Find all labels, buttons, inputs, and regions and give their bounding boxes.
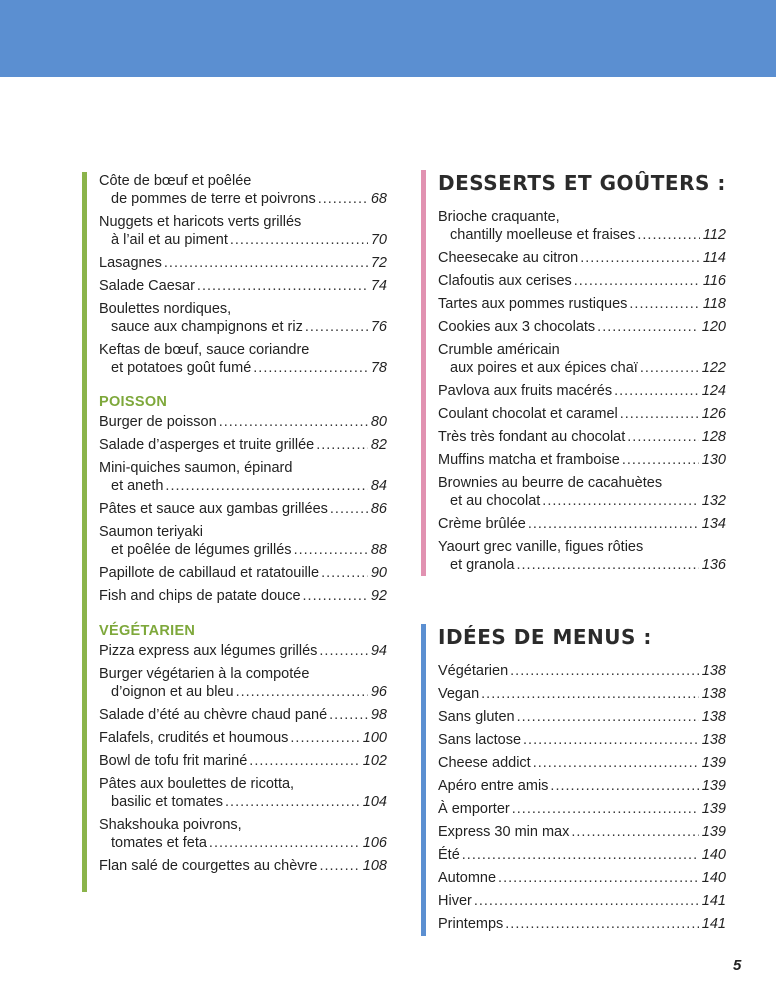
toc-entry <box>99 752 387 770</box>
toc-page-number: 102 <box>362 753 387 769</box>
toc-page-number: 82 <box>370 437 387 453</box>
toc-entry <box>438 428 726 446</box>
toc-page-number: 76 <box>370 319 387 335</box>
toc-page-number: 96 <box>370 684 387 700</box>
left-column <box>82 172 387 880</box>
dot-leader <box>550 777 698 795</box>
toc-entry <box>99 436 387 454</box>
dot-leader <box>294 541 368 559</box>
toc-page-number: 126 <box>701 406 726 422</box>
toc-leader-line <box>99 541 387 559</box>
toc-entry-text: aux poires et aux épices chaï <box>450 360 638 376</box>
toc-page-number: 72 <box>370 255 387 271</box>
toc-leader-line <box>99 254 387 272</box>
dot-leader <box>316 436 368 454</box>
toc-entry-text: Apéro entre amis <box>438 778 549 794</box>
dot-leader <box>330 500 368 518</box>
toc-entry <box>99 587 387 605</box>
toc-leader-line <box>99 359 387 377</box>
toc-entry-title: Shakshouka poivrons, <box>99 817 242 833</box>
toc-leader-line <box>99 642 387 660</box>
toc-page-number: 128 <box>701 429 726 445</box>
toc-page-number: 84 <box>370 478 387 494</box>
vegetarien-entries <box>82 642 387 875</box>
toc-leader-line <box>99 231 387 249</box>
toc-entry <box>438 662 726 680</box>
dot-leader <box>580 249 700 267</box>
toc-entry <box>99 413 387 431</box>
toc-entry-text: Sans gluten <box>438 709 515 725</box>
toc-entry-text: Très très fondant au chocolat <box>438 429 626 445</box>
dot-leader <box>622 451 699 469</box>
toc-entry-text: Coulant chocolat et caramel <box>438 406 618 422</box>
dot-leader <box>542 492 699 510</box>
toc-page-number: 134 <box>701 516 726 532</box>
toc-leader-line <box>99 587 387 605</box>
toc-page-number: 139 <box>701 824 726 840</box>
toc-entry-title: Keftas de bœuf, sauce coriandre <box>99 342 310 358</box>
page-number: 5 <box>733 957 742 974</box>
toc-page-number: 112 <box>702 227 726 243</box>
dot-leader <box>574 272 700 290</box>
toc-entry-text: tomates et feta <box>111 835 207 851</box>
dot-leader <box>321 564 368 582</box>
toc-entry-title: Crumble américain <box>438 342 560 358</box>
toc-leader-line <box>438 846 726 864</box>
toc-page-number: 122 <box>701 360 726 376</box>
toc-entry-text: Flan salé de courgettes au chèvre <box>99 858 318 874</box>
dot-leader <box>219 413 368 431</box>
toc-entry-text: Cheesecake au citron <box>438 250 579 266</box>
toc-leader-line <box>438 754 726 772</box>
toc-entry <box>99 642 387 660</box>
toc-leader-line <box>438 359 726 377</box>
toc-entry-title: Mini-quiches saumon, épinard <box>99 460 293 476</box>
toc-leader-line <box>99 729 387 747</box>
toc-entry <box>99 459 387 495</box>
toc-entry <box>99 729 387 747</box>
dot-leader <box>517 556 699 574</box>
toc-entry-text: Pizza express aux légumes grillés <box>99 643 318 659</box>
toc-leader-line <box>438 295 726 313</box>
toc-entry <box>99 564 387 582</box>
toc-entry <box>438 708 726 726</box>
toc-entry-title: Brownies au beurre de cacahuètes <box>438 475 663 491</box>
toc-page-number: 108 <box>362 858 387 874</box>
toc-entry <box>99 775 387 811</box>
dot-leader <box>230 231 368 249</box>
toc-entry <box>438 731 726 749</box>
toc-page-number: 86 <box>370 501 387 517</box>
toc-leader-line <box>99 436 387 454</box>
toc-page-number: 138 <box>701 732 726 748</box>
toc-entry-text: Burger de poisson <box>99 414 217 430</box>
dot-leader <box>571 823 698 841</box>
desserts-entries <box>421 208 726 574</box>
toc-entry <box>438 272 726 290</box>
toc-leader-line <box>99 683 387 701</box>
desserts-title: DESSERTS ET GOÛTERS : <box>438 171 726 195</box>
dot-leader <box>498 869 699 887</box>
dot-leader <box>319 857 359 875</box>
toc-entry-text: Sans lactose <box>438 732 522 748</box>
toc-leader-line <box>99 793 387 811</box>
dot-leader <box>517 708 699 726</box>
toc-entry <box>438 892 726 910</box>
toc-leader-line <box>438 249 726 267</box>
toc-leader-line <box>438 451 726 469</box>
toc-entry-text: Salade d’été au chèvre chaud pané <box>99 707 328 723</box>
toc-entry-text: Clafoutis aux cerises <box>438 273 572 289</box>
toc-leader-line <box>99 413 387 431</box>
dot-leader <box>637 226 700 244</box>
toc-page-number: 116 <box>702 273 726 289</box>
dot-leader <box>620 405 699 423</box>
dot-leader <box>225 793 360 811</box>
toc-page-number: 68 <box>370 191 387 207</box>
meat-entries <box>82 172 387 377</box>
toc-entry-text: Automne <box>438 870 497 886</box>
dot-leader <box>319 642 367 660</box>
toc-entry-title: Burger végétarien à la compotée <box>99 666 310 682</box>
dot-leader <box>505 915 699 933</box>
toc-leader-line <box>438 428 726 446</box>
toc-entry <box>438 869 726 887</box>
toc-leader-line <box>99 857 387 875</box>
toc-page-number: 78 <box>370 360 387 376</box>
toc-leader-line <box>99 477 387 495</box>
toc-entry-text: À emporter <box>438 801 510 817</box>
menus-title: IDÉES DE MENUS : <box>438 625 652 649</box>
toc-entry <box>438 249 726 267</box>
toc-page-number: 139 <box>701 755 726 771</box>
toc-leader-line <box>99 564 387 582</box>
toc-entry-text: Vegan <box>438 686 480 702</box>
toc-entry-text: Hiver <box>438 893 472 909</box>
toc-page-number: 139 <box>701 778 726 794</box>
toc-entry <box>99 857 387 875</box>
toc-entry-text: et poêlée de légumes grillés <box>111 542 292 558</box>
toc-page-number: 106 <box>362 835 387 851</box>
toc-entry-title: Saumon teriyaki <box>99 524 203 540</box>
dot-leader <box>510 662 699 680</box>
dot-leader <box>533 754 699 772</box>
toc-entry <box>438 451 726 469</box>
dot-leader <box>528 515 699 533</box>
toc-page-number: 80 <box>370 414 387 430</box>
toc-entry-text: Été <box>438 847 460 863</box>
toc-entry <box>438 754 726 772</box>
dot-leader <box>164 254 368 272</box>
toc-entry-text: et potatoes goût fumé <box>111 360 252 376</box>
toc-page-number: 98 <box>370 707 387 723</box>
toc-entry-title: Yaourt grec vanille, figues rôties <box>438 539 644 555</box>
toc-leader-line <box>438 685 726 703</box>
toc-page-number: 90 <box>370 565 387 581</box>
toc-leader-line <box>99 752 387 770</box>
poisson-entries <box>82 413 387 605</box>
toc-leader-line <box>99 706 387 724</box>
toc-leader-line <box>438 915 726 933</box>
toc-leader-line <box>438 892 726 910</box>
dot-leader <box>512 800 699 818</box>
dot-leader <box>253 359 368 377</box>
toc-entry <box>438 515 726 533</box>
toc-page-number: 138 <box>701 709 726 725</box>
toc-entry-text: Crème brûlée <box>438 516 526 532</box>
toc-entry <box>438 538 726 574</box>
toc-entry <box>99 816 387 852</box>
toc-leader-line <box>438 800 726 818</box>
toc-leader-line <box>99 318 387 336</box>
toc-entry-text: Fish and chips de patate douce <box>99 588 301 604</box>
dot-leader <box>629 295 699 313</box>
menus-section <box>421 624 726 938</box>
toc-entry-title: Boulettes nordiques, <box>99 301 232 317</box>
toc-page-number: 138 <box>701 663 726 679</box>
toc-page-number: 92 <box>370 588 387 604</box>
toc-entry-text: d’oignon et au bleu <box>111 684 234 700</box>
toc-entry <box>438 208 726 244</box>
toc-entry-text: Papillote de cabillaud et ratatouille <box>99 565 320 581</box>
toc-entry-text: Falafels, crudités et houmous <box>99 730 289 746</box>
toc-page-number: 74 <box>370 278 387 294</box>
dot-leader <box>614 382 699 400</box>
toc-page-number: 100 <box>362 730 387 746</box>
toc-page-number: 88 <box>370 542 387 558</box>
toc-entry-text: Pavlova aux fruits macérés <box>438 383 613 399</box>
toc-page-number: 136 <box>701 557 726 573</box>
toc-leader-line <box>438 708 726 726</box>
toc-page-number: 118 <box>702 296 726 312</box>
toc-leader-line <box>438 226 726 244</box>
dot-leader <box>481 685 699 703</box>
toc-entry-text: basilic et tomates <box>111 794 224 810</box>
toc-leader-line <box>438 731 726 749</box>
toc-page-number: 141 <box>701 916 726 932</box>
toc-entry-text: Cheese addict <box>438 755 531 771</box>
toc-entry-text: et granola <box>450 557 515 573</box>
toc-entry <box>438 800 726 818</box>
toc-leader-line <box>438 382 726 400</box>
toc-entry <box>99 500 387 518</box>
toc-entry-text: Tartes aux pommes rustiques <box>438 296 628 312</box>
header-band <box>0 0 776 77</box>
toc-entry-text: Végétarien <box>438 663 509 679</box>
toc-entry-text: Cookies aux 3 chocolats <box>438 319 596 335</box>
dot-leader <box>474 892 699 910</box>
dot-leader <box>209 834 360 852</box>
toc-entry-text: chantilly moelleuse et fraises <box>450 227 636 243</box>
toc-leader-line <box>438 405 726 423</box>
toc-page-number: 120 <box>701 319 726 335</box>
dot-leader <box>597 318 699 336</box>
poisson-heading: POISSON <box>99 394 168 410</box>
toc-page-number: 138 <box>701 686 726 702</box>
dot-leader <box>627 428 699 446</box>
toc-entry-text: et au chocolat <box>450 493 541 509</box>
toc-leader-line <box>438 556 726 574</box>
toc-entry <box>99 213 387 249</box>
toc-entry-text: Pâtes et sauce aux gambas grillées <box>99 501 328 517</box>
toc-leader-line <box>438 869 726 887</box>
toc-entry-text: Muffins matcha et framboise <box>438 452 620 468</box>
toc-entry <box>438 382 726 400</box>
toc-leader-line <box>438 515 726 533</box>
toc-page-number: 140 <box>701 870 726 886</box>
toc-entry <box>438 823 726 841</box>
toc-page-number: 104 <box>362 794 387 810</box>
toc-entry <box>438 295 726 313</box>
toc-leader-line <box>99 190 387 208</box>
toc-entry <box>438 685 726 703</box>
toc-entry-title: Nuggets et haricots verts grillés <box>99 214 302 230</box>
toc-entry <box>99 523 387 559</box>
toc-page-number: 132 <box>701 493 726 509</box>
toc-leader-line <box>438 492 726 510</box>
toc-page-number: 139 <box>701 801 726 817</box>
dot-leader <box>249 752 360 770</box>
toc-leader-line <box>99 500 387 518</box>
toc-entry-text: Printemps <box>438 916 504 932</box>
toc-leader-line <box>99 834 387 852</box>
toc-page-number: 114 <box>702 250 726 266</box>
toc-entry <box>99 665 387 701</box>
toc-leader-line <box>438 662 726 680</box>
toc-page-number: 94 <box>370 643 387 659</box>
dot-leader <box>318 190 368 208</box>
toc-entry-title: Brioche craquante, <box>438 209 560 225</box>
dot-leader <box>165 477 367 495</box>
toc-entry <box>438 405 726 423</box>
dot-leader <box>197 277 368 295</box>
toc-entry-title: Côte de bœuf et poêlée <box>99 173 252 189</box>
dot-leader <box>462 846 699 864</box>
dot-leader <box>305 318 368 336</box>
toc-leader-line <box>438 823 726 841</box>
dot-leader <box>236 683 368 701</box>
dot-leader <box>290 729 359 747</box>
toc-page-number: 141 <box>701 893 726 909</box>
toc-entry-text: Salade Caesar <box>99 278 195 294</box>
toc-page-number: 130 <box>701 452 726 468</box>
toc-entry <box>99 341 387 377</box>
toc-entry-text: Express 30 min max <box>438 824 570 840</box>
toc-leader-line <box>438 272 726 290</box>
toc-entry <box>438 341 726 377</box>
toc-entry-text: Lasagnes <box>99 255 162 271</box>
toc-entry <box>438 474 726 510</box>
toc-entry-text: Salade d’asperges et truite grillée <box>99 437 315 453</box>
toc-entry-text: à l’ail et au piment <box>111 232 228 248</box>
toc-page-number: 124 <box>701 383 726 399</box>
toc-entry <box>99 254 387 272</box>
toc-entry <box>99 172 387 208</box>
toc-entry <box>99 277 387 295</box>
toc-entry <box>438 318 726 336</box>
toc-entry-text: Bowl de tofu frit mariné <box>99 753 248 769</box>
toc-page-number: 140 <box>701 847 726 863</box>
toc-leader-line <box>99 277 387 295</box>
toc-entry-text: et aneth <box>111 478 164 494</box>
toc-entry <box>99 706 387 724</box>
toc-entry-text: de pommes de terre et poivrons <box>111 191 316 207</box>
toc-entry <box>438 915 726 933</box>
toc-leader-line <box>438 777 726 795</box>
dot-leader <box>303 587 368 605</box>
toc-entry <box>99 300 387 336</box>
dot-leader <box>523 731 699 749</box>
dot-leader <box>329 706 368 724</box>
toc-entry-text: sauce aux champignons et riz <box>111 319 303 335</box>
desserts-section <box>421 170 726 579</box>
menus-entries <box>421 662 726 933</box>
toc-entry <box>438 846 726 864</box>
toc-entry <box>438 777 726 795</box>
dot-leader <box>640 359 699 377</box>
toc-leader-line <box>438 318 726 336</box>
toc-entry-title: Pâtes aux boulettes de ricotta, <box>99 776 295 792</box>
toc-page-number: 70 <box>370 232 387 248</box>
vegetarien-heading: VÉGÉTARIEN <box>99 623 196 639</box>
